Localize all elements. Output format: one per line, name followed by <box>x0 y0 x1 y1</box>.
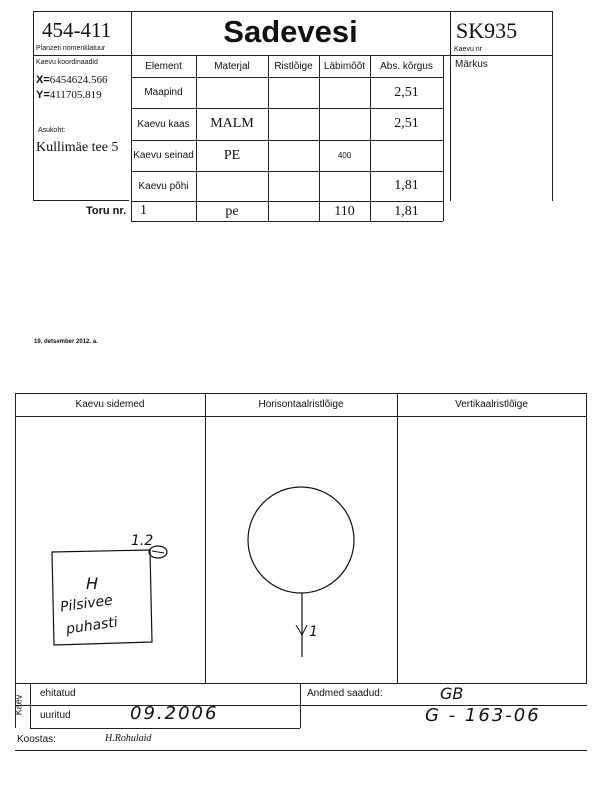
horizontal-section-sketch <box>240 485 370 665</box>
box-text-3: puhasti <box>65 614 119 638</box>
row-material <box>196 77 268 108</box>
row-diameter <box>319 171 370 201</box>
col-header-cross-section: Ristlõige <box>274 60 313 72</box>
drawing-header-horizontal: Horisontaalristlõige <box>258 399 344 410</box>
col-header-element: Element <box>145 60 182 72</box>
row-element: Kaevu kaas <box>137 118 190 130</box>
drawing-header-connections: Kaevu sidemed <box>75 399 145 410</box>
page-title: Sadevesi <box>223 14 358 49</box>
row-material: MALM <box>210 116 254 131</box>
box-text-2: Pilsivee <box>59 592 114 616</box>
nomenclature-value: 454-411 <box>42 18 112 42</box>
well-circle <box>248 487 354 593</box>
coords-label: Kaevu koordinaadid <box>36 59 98 66</box>
surveyed-value: 09.2006 <box>130 703 219 724</box>
col-header-remarks: Märkus <box>455 59 488 70</box>
pipe-abs-height: 1,81 <box>394 203 419 219</box>
pipe-row-label: Toru nr. <box>86 205 127 217</box>
location-value: Kullimäe tee 5 <box>36 140 119 155</box>
pipe-number: 1 <box>140 203 147 218</box>
col-header-abs-height: Abs. kõrgus <box>380 60 433 72</box>
row-diameter: 400 <box>337 151 352 160</box>
coord-x-label: X= <box>36 74 50 86</box>
coord-x-value: 6454624.566 <box>49 74 108 86</box>
built-label: ehitatud <box>40 688 76 699</box>
pipe-material: pe <box>225 203 239 219</box>
well-number-label: Kaevu nr <box>454 46 483 53</box>
row-element: Kaevu seinad <box>133 150 194 161</box>
print-date: 19. detsember 2012. a. <box>34 339 98 345</box>
row-abs-height: 2,51 <box>394 116 419 131</box>
row-abs-height: 2,51 <box>394 84 419 100</box>
surveyed-label: uuritud <box>40 710 71 721</box>
box-text-1: H <box>86 574 99 593</box>
nomenclature-label: Planzeti nomenklatuur <box>36 45 106 52</box>
well-number: SK935 <box>456 18 518 43</box>
coord-y <box>36 89 102 101</box>
compiled-value: H.Rohulaid <box>105 733 152 744</box>
data-from-line1: GB <box>440 684 464 703</box>
coord-x <box>36 74 108 86</box>
row-diameter <box>319 77 370 108</box>
row-abs-height <box>370 140 443 171</box>
location-label: Asukoht: <box>38 127 66 134</box>
row-material: PE <box>223 147 241 163</box>
drawing-header-vertical: Vertikaalristlõige <box>455 399 528 410</box>
outlet-mark <box>152 551 164 553</box>
col-header-material: Materjal <box>214 60 250 72</box>
data-from-line2: G - 163-06 <box>425 705 541 726</box>
coord-y-label: Y= <box>36 89 50 101</box>
connection-label: 1.2 <box>131 533 154 549</box>
row-element: Maapind <box>144 87 183 98</box>
row-material <box>196 171 268 201</box>
row-diameter <box>319 108 370 140</box>
row-element: Kaevu põhi <box>138 180 189 192</box>
pipe-diameter: 110 <box>334 203 355 219</box>
coord-y-value: 411705.819 <box>49 89 102 101</box>
col-header-diameter: Läbimõõt <box>323 60 366 72</box>
compiled-label: Koostas: <box>17 734 56 745</box>
data-from-label: Andmed saadud: <box>307 688 383 699</box>
row-abs-height: 1,81 <box>394 178 419 193</box>
side-label: Kaev <box>13 694 24 716</box>
pipe-mark: 1 <box>309 624 318 640</box>
